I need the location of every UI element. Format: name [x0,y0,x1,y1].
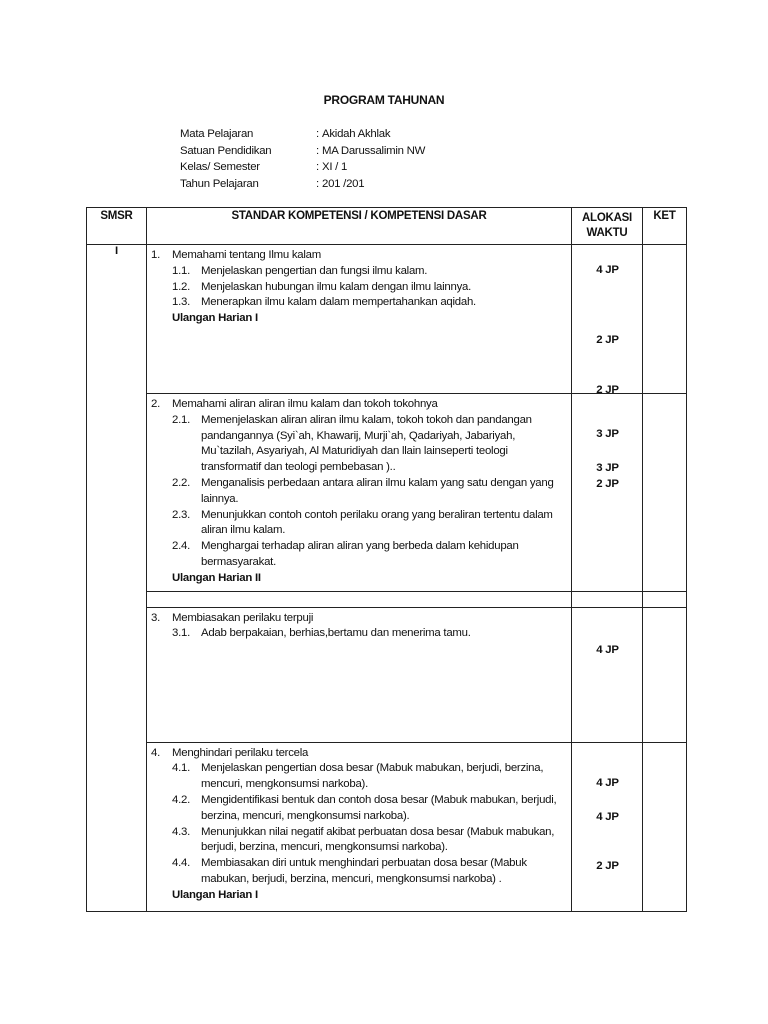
standard-number: 4. [151,746,160,759]
alokasi-cell [572,742,643,911]
meta-label: Tahun Pelajaran [180,177,259,190]
competency-text: Membiasakan diri untuk menghindari perbuatan dosa besar (Mabuk mabukan, berjudi, berzina, mencuri, mengkonsumsi narkoba) . [201,857,527,885]
competency-number: 2.4. [172,540,190,553]
competency-number: 2.2. [172,476,190,489]
competency-text: Menjelaskan pengertian dosa besar (Mabuk mabukan, berjudi, berzina, mencuri, mengkonsumsi narkoba). [201,762,544,791]
meta-separator: : [316,144,319,157]
header-kompetensi: STANDAR KOMPETENSI / KOMPETENSI DASAR [147,208,572,245]
alokasi-value: 4 JP [596,776,619,789]
meta-label: Kelas/ Semester [180,161,260,173]
meta-separator: : [316,128,319,140]
kompetensi-cell [147,245,572,394]
competency-number: 1.1. [172,264,190,277]
competency-item [151,825,571,857]
ket-cell [643,742,687,911]
competency-text: Menganalisis perbedaan antara aliran ilmu kalam yang satu dengan yang lainnya. [201,476,554,505]
competency-text: Menjelaskan hubungan ilmu kalam dengan ilmu lainnya. [201,280,472,293]
competency-number: 1.2. [172,280,190,293]
kompetensi-cell [147,607,572,742]
kompetensi-cell [147,394,572,592]
competency-item [151,295,571,311]
competency-text: Menjelaskan pengertian dan fungsi ilmu kalam. [201,264,428,277]
standard-heading [151,397,571,413]
alokasi-value: 2 JP [596,384,619,396]
document-title: PROGRAM TAHUNAN [323,93,445,107]
meta-label: Mata Pelajaran [180,128,254,140]
header-alokasi [572,208,643,245]
table-row [87,607,687,742]
competency-item [151,280,571,296]
meta-row-year [180,176,425,193]
competency-number: 3.1. [172,627,190,640]
ulangan-label: Ulangan Harian I [172,888,258,901]
alokasi-value: 2 JP [596,478,619,490]
ket-cell [643,394,687,592]
competency-text: Menunjukkan nilai negatif akibat perbuatan dosa besar (Mabuk mabukan, berjudi, berzina, mencuri, mengkonsumsi narkoba). [201,825,555,854]
table-header-row [87,208,687,245]
meta-value: Akidah Akhlak [322,128,391,140]
meta-row-school [180,143,425,160]
competency-item [151,413,571,476]
competency-text: Menerapkan ilmu kalam dalam mempertahankan aqidah. [201,296,476,309]
alokasi-value: 3 JP [596,428,619,440]
competency-item [151,626,571,642]
ulangan-label: Ulangan Harian I [172,312,258,325]
standard-heading [151,248,571,264]
ket-cell [643,245,687,394]
header-ket: KET [643,208,687,245]
competency-item [151,856,571,888]
table-row [87,742,687,911]
alokasi-value: 4 JP [596,264,619,276]
program-table [86,207,687,912]
competency-text: Menunjukkan contoh contoh perilaku orang yang beraliran tertentu dalam aliran ilmu kalam. [201,508,553,537]
meta-value: MA Darussalimin NW [322,144,426,157]
alokasi-cell [572,607,643,742]
alokasi-cell [572,591,643,607]
meta-value: 201 /201 [322,177,365,190]
meta-row-class [180,159,425,176]
competency-number: 4.2. [172,793,190,806]
competency-number: 4.1. [172,762,190,775]
meta-separator: : [316,177,319,190]
competency-number: 4.3. [172,825,190,838]
standard-title: Membiasakan perilaku terpuji [172,611,314,624]
standard-number: 1. [151,249,160,261]
competency-item [151,508,571,540]
competency-item [151,793,571,825]
competency-text: Menghargai terhadap aliran aliran yang berbeda dalam kehidupan bermasyarakat. [201,540,519,568]
meta-row-subject [180,126,425,143]
alokasi-value: 4 JP [596,810,619,823]
ket-cell [643,591,687,607]
competency-item [151,539,571,571]
competency-number: 2.3. [172,508,190,521]
meta-label: Satuan Pendidikan [180,144,272,157]
table-row [87,394,687,592]
competency-number: 4.4. [172,857,190,870]
semester-cell: I [87,245,147,912]
standard-number: 3. [151,611,160,624]
competency-number: 1.3. [172,296,190,309]
competency-item [151,264,571,280]
meta-separator: : [316,161,319,173]
competency-text: Adab berpakaian, berhias,bertamu dan menerima tamu. [201,627,471,640]
standard-heading [151,611,571,627]
alokasi-value: 2 JP [596,859,619,872]
meta-value: XI / 1 [322,161,348,173]
table-row [87,245,687,394]
header-alokasi-line2: WAKTU [586,227,628,239]
competency-text: Memenjelaskan aliran aliran ilmu kalam, tokoh tokoh dan pandangan pandangannya (Syi`ah, Khawarij, Murji`ah, Qadariyah, Jabariyah, Mu`tazilah, Asyariyah, Al Maturidiyah dan llain lainseperti teologi transformatif dan teologi pembebasan ).. [201,413,532,474]
ulangan-label: Ulangan Harian II [172,571,261,584]
alokasi-value: 2 JP [596,334,619,346]
ket-cell [643,607,687,742]
competency-number: 2.1. [172,413,190,426]
standard-number: 2. [151,398,160,410]
header-alokasi-line1: ALOKASI [582,212,632,224]
competency-item [151,476,571,508]
kompetensi-cell [147,591,572,607]
standard-heading [151,746,571,762]
alokasi-cell [572,245,643,394]
competency-item [151,761,571,793]
document-meta [180,126,425,192]
standard-title: Memahami tentang Ilmu kalam [172,249,321,261]
alokasi-value: 4 JP [596,643,619,656]
competency-text: Mengidentifikasi bentuk dan contoh dosa besar (Mabuk mabukan, berjudi, berzina, mencuri, mengkonsumsi narkoba). [201,793,557,822]
kompetensi-cell [147,742,572,911]
alokasi-value: 3 JP [596,462,619,474]
standard-title: Menghindari perilaku tercela [172,746,309,759]
standard-title: Memahami aliran aliran ilmu kalam dan tokoh tokohnya [172,398,438,410]
alokasi-cell [572,394,643,592]
table-row-empty [87,591,687,607]
header-smsr: SMSR [87,208,147,245]
